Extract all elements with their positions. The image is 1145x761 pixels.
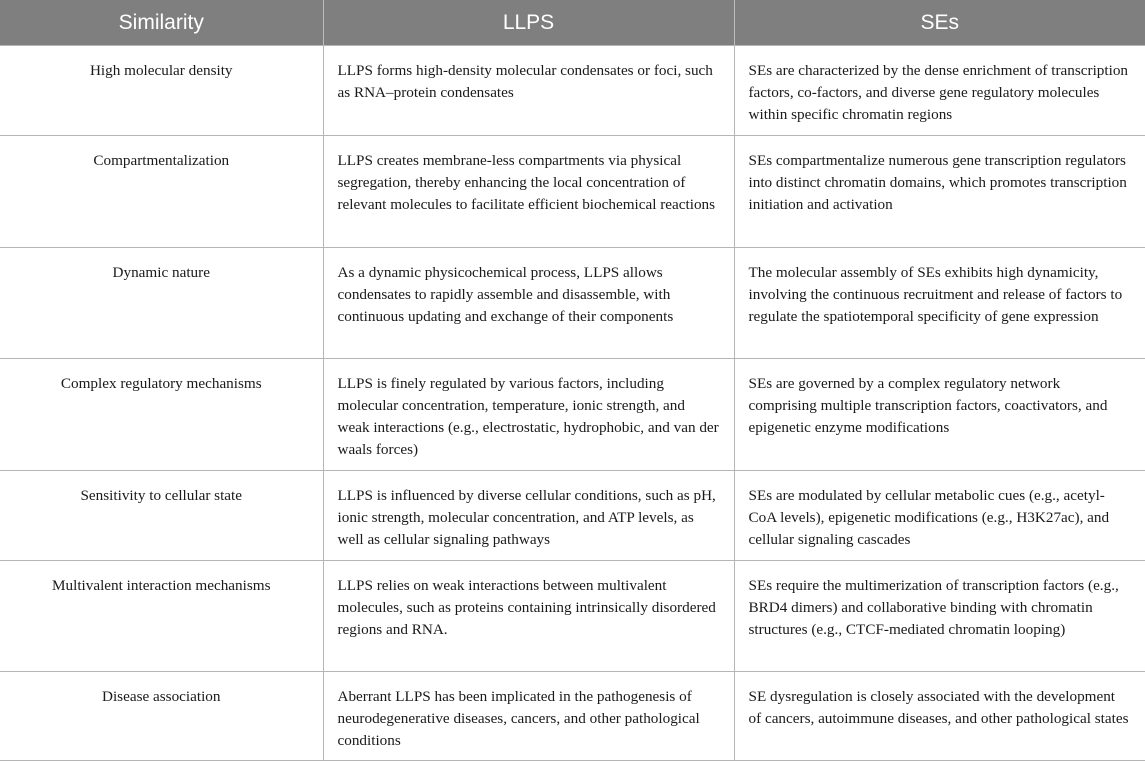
llps-cell: LLPS creates membrane-less compartments via physical segregation, thereby enhancing the local concentration of relevant molecules to facilitate efficient biochemical reactions [323, 136, 734, 248]
ses-cell: The molecular assembly of SEs exhibits high dynamicity, involving the continuous recruitment and release of factors to regulate the spatiotemporal specificity of gene expression [734, 248, 1145, 359]
header-llps: LLPS [323, 0, 734, 46]
llps-cell: LLPS is finely regulated by various factors, including molecular concentration, temperature, ionic strength, and weak interactions (e.g., electrostatic, hydrophobic, and van der waals forces) [323, 359, 734, 471]
llps-cell: Aberrant LLPS has been implicated in the pathogenesis of neurodegenerative diseases, cancers, and other pathological conditions [323, 672, 734, 761]
llps-cell: As a dynamic physicochemical process, LLPS allows condensates to rapidly assemble and disassemble, with continuous updating and exchange of their components [323, 248, 734, 359]
ses-cell: SEs require the multimerization of transcription factors (e.g., BRD4 dimers) and collaborative binding with chromatin structures (e.g., CTCF-mediated chromatin looping) [734, 561, 1145, 672]
similarity-cell: Dynamic nature [0, 248, 323, 359]
header-similarity: Similarity [0, 0, 323, 46]
ses-cell: SE dysregulation is closely associated with the development of cancers, autoimmune diseases, and other pathological states [734, 672, 1145, 761]
llps-cell: LLPS forms high-density molecular condensates or foci, such as RNA–protein condensates [323, 46, 734, 136]
similarity-cell: Multivalent interaction mechanisms [0, 561, 323, 672]
header-row [0, 0, 1145, 46]
ses-cell: SEs are governed by a complex regulatory network comprising multiple transcription factors, coactivators, and epigenetic enzyme modifications [734, 359, 1145, 471]
table-row [0, 561, 1145, 672]
table-row [0, 471, 1145, 561]
table-row [0, 672, 1145, 761]
ses-cell: SEs are characterized by the dense enrichment of transcription factors, co-factors, and diverse gene regulatory molecules within specific chromatin regions [734, 46, 1145, 136]
llps-cell: LLPS is influenced by diverse cellular conditions, such as pH, ionic strength, molecular concentration, and ATP levels, as well as cellular signaling pathways [323, 471, 734, 561]
ses-cell: SEs compartmentalize numerous gene transcription regulators into distinct chromatin domains, which promotes transcription initiation and activation [734, 136, 1145, 248]
similarity-cell: Complex regulatory mechanisms [0, 359, 323, 471]
table-row [0, 248, 1145, 359]
similarity-cell: Disease association [0, 672, 323, 761]
similarity-cell: Sensitivity to cellular state [0, 471, 323, 561]
ses-cell: SEs are modulated by cellular metabolic cues (e.g., acetyl-CoA levels), epigenetic modifications (e.g., H3K27ac), and cellular signaling cascades [734, 471, 1145, 561]
llps-cell: LLPS relies on weak interactions between multivalent molecules, such as proteins containing intrinsically disordered regions and RNA. [323, 561, 734, 672]
table-row [0, 136, 1145, 248]
similarity-cell: Compartmentalization [0, 136, 323, 248]
similarity-cell: High molecular density [0, 46, 323, 136]
table-row [0, 359, 1145, 471]
header-ses: SEs [734, 0, 1145, 46]
table-row [0, 46, 1145, 136]
